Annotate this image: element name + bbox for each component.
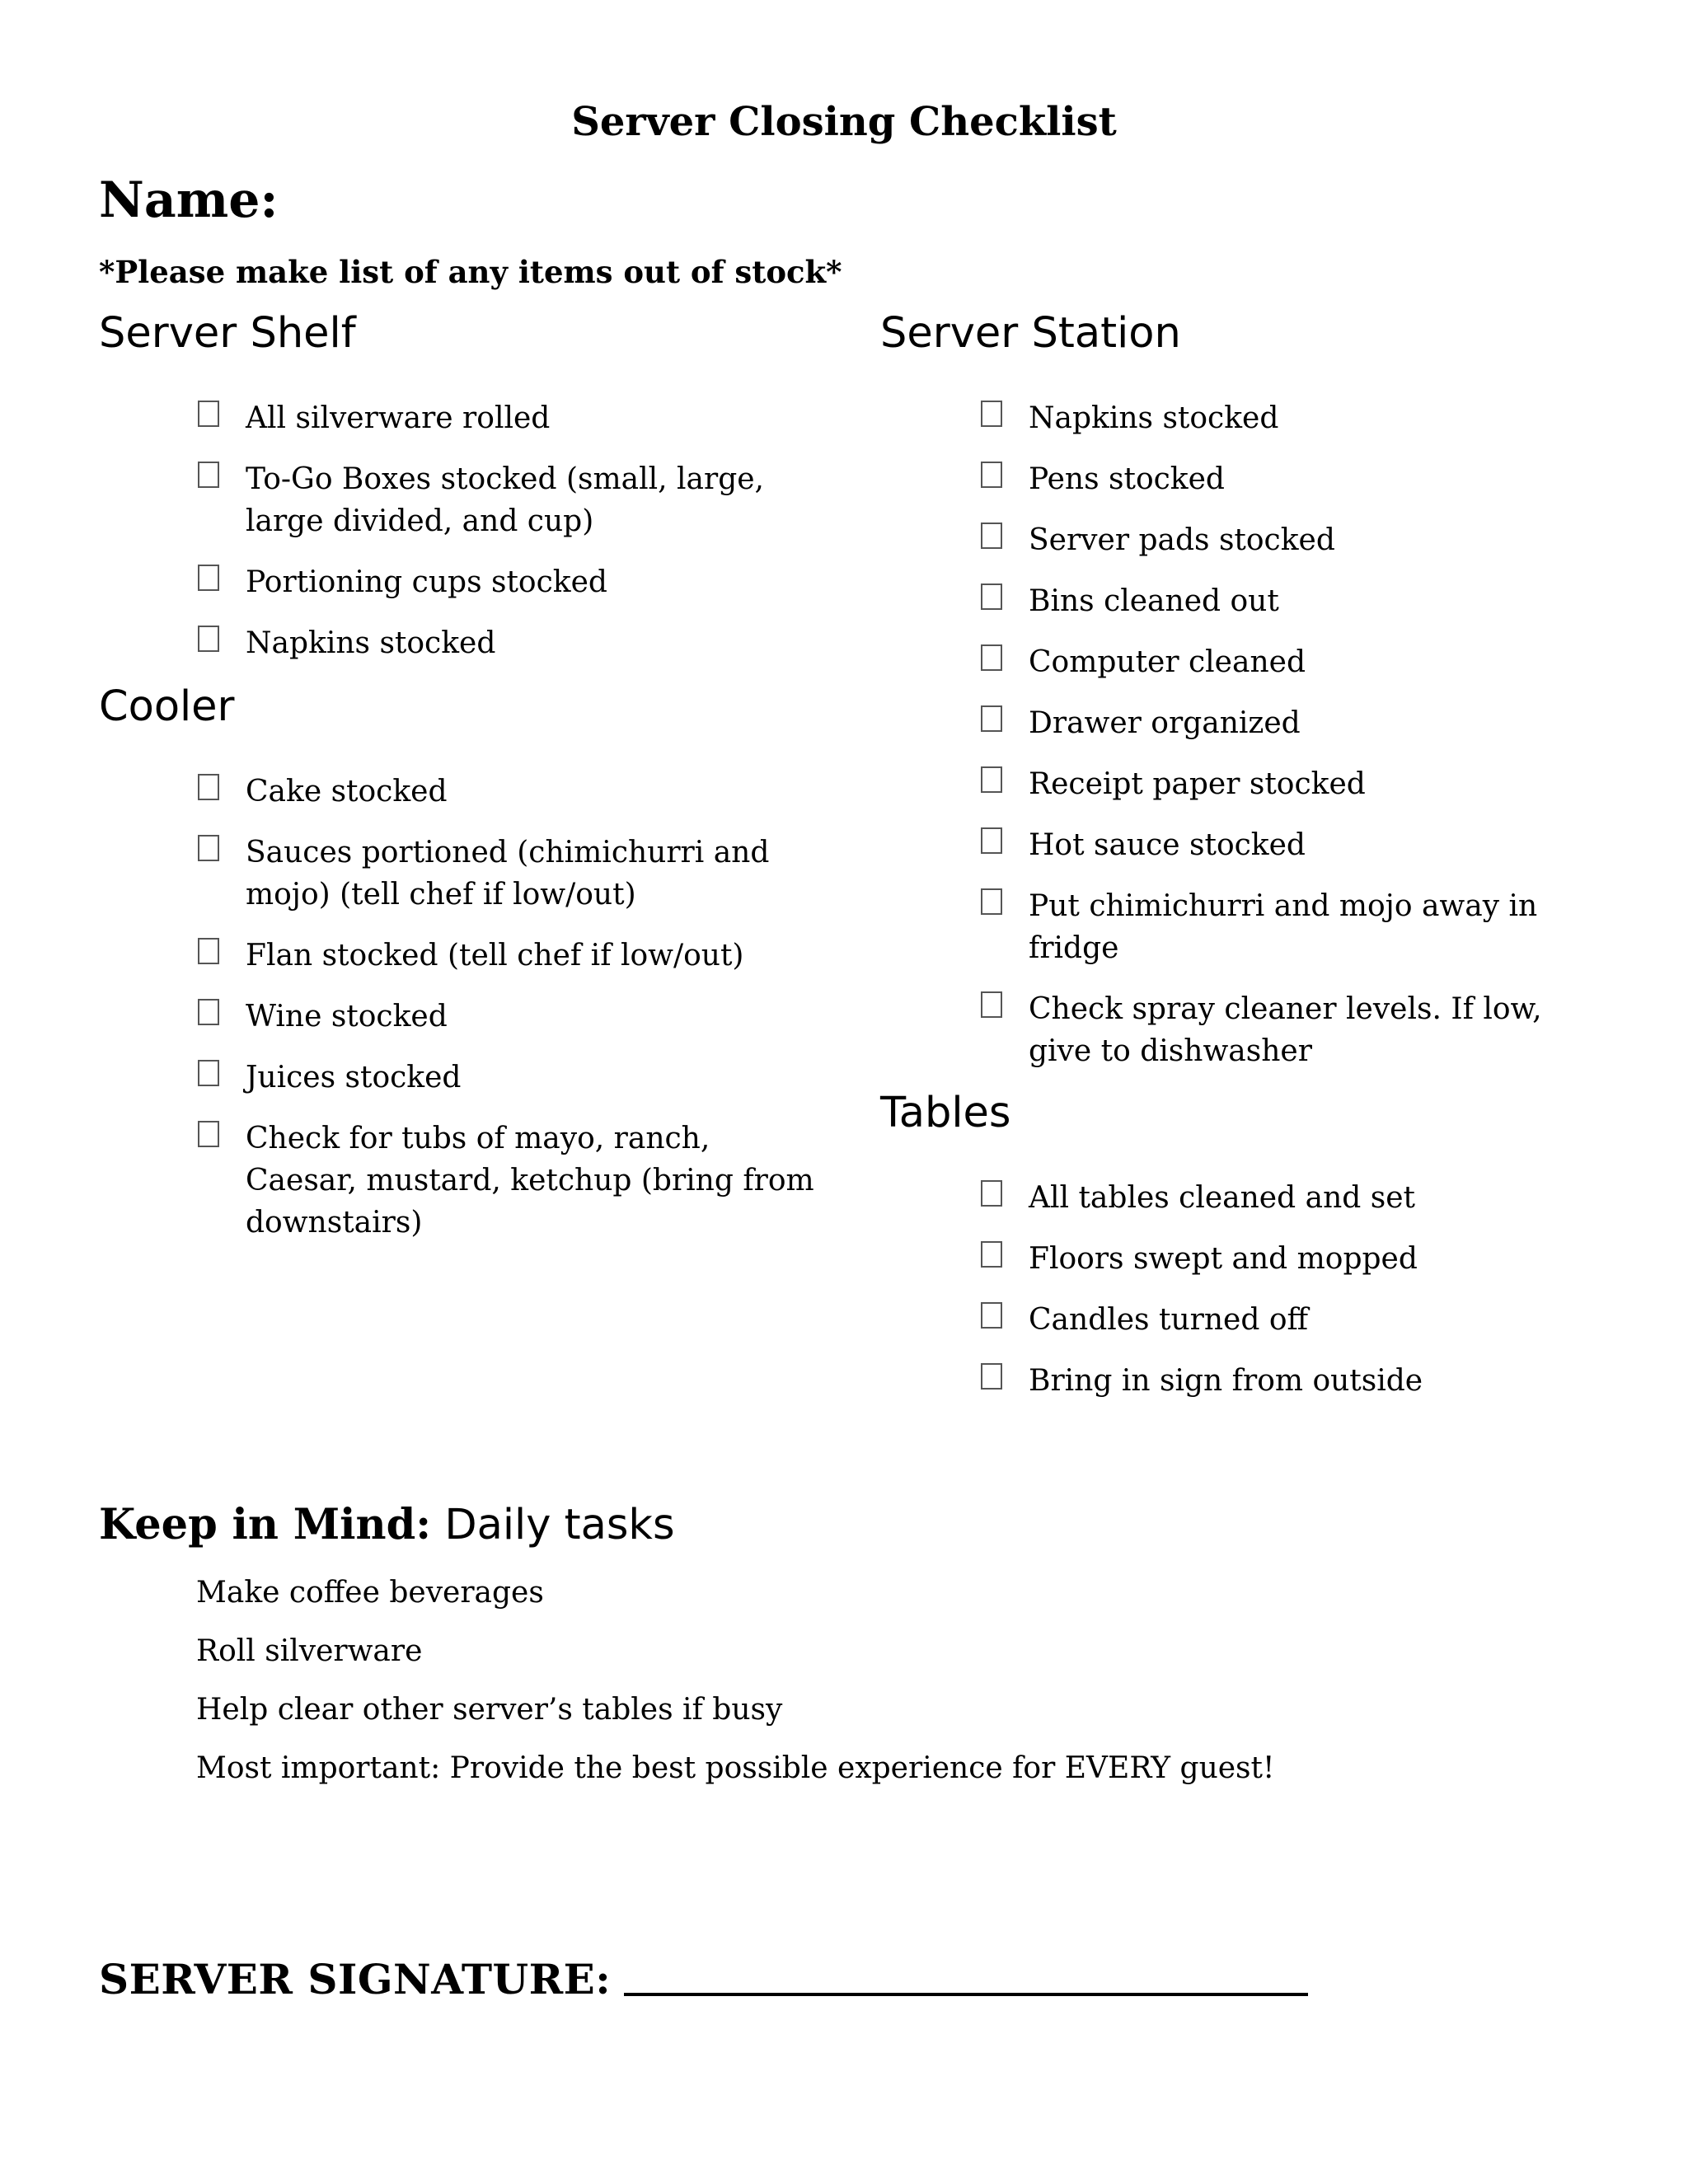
checklist-item-label: Check spray cleaner levels. If low, give to dishwasher bbox=[1029, 992, 1542, 1068]
checklist-item bbox=[981, 1360, 1607, 1402]
stock-note: *Please make list of any items out of stock* bbox=[99, 254, 842, 290]
checklist-item bbox=[981, 1238, 1607, 1280]
checklist-item-label: Napkins stocked bbox=[1029, 401, 1279, 435]
checklist-item bbox=[981, 885, 1607, 969]
checklist-item-label: Portioning cups stocked bbox=[246, 565, 607, 599]
checklist-item bbox=[981, 580, 1607, 622]
section-heading-tables: Tables bbox=[880, 1089, 1011, 1137]
section-heading-cooler: Cooler bbox=[99, 682, 235, 731]
daily-task: Make coffee beverages bbox=[196, 1576, 544, 1610]
keep-in-mind-subtitle: Daily tasks bbox=[431, 1501, 675, 1549]
checklist-item-label: All silverware rolled bbox=[246, 401, 551, 435]
checklist-item-label: Floors swept and mopped bbox=[1029, 1242, 1418, 1276]
checklist-item-label: Hot sauce stocked bbox=[1029, 828, 1306, 862]
checklist-item bbox=[981, 1299, 1607, 1341]
checklist-item-label: Receipt paper stocked bbox=[1029, 767, 1366, 801]
checklist-item-label: Bring in sign from outside bbox=[1029, 1364, 1423, 1398]
daily-task-list bbox=[196, 1572, 1274, 1807]
checklist-item bbox=[198, 458, 824, 542]
checklist-item bbox=[981, 1177, 1607, 1219]
checklist-item bbox=[198, 771, 824, 813]
checkbox[interactable] bbox=[981, 401, 1002, 427]
daily-task: Most important: Provide the best possible experience for EVERY guest! bbox=[196, 1751, 1275, 1785]
checklist-item-label: Drawer organized bbox=[1029, 706, 1301, 740]
checkbox[interactable] bbox=[981, 644, 1002, 671]
checkbox[interactable] bbox=[198, 401, 219, 427]
checklist-item-label: Flan stocked (tell chef if low/out) bbox=[246, 939, 744, 972]
checklist-item-label: Candles turned off bbox=[1029, 1303, 1309, 1337]
server-station-checklist bbox=[981, 397, 1607, 1091]
checkbox[interactable] bbox=[981, 705, 1002, 732]
checklist-item-label: Cake stocked bbox=[246, 775, 448, 808]
checklist-item bbox=[198, 832, 824, 916]
checkbox[interactable] bbox=[981, 583, 1002, 610]
keep-in-mind-label: Keep in Mind: bbox=[99, 1500, 432, 1549]
checklist-item-label: Bins cleaned out bbox=[1029, 584, 1279, 618]
checklist-item bbox=[981, 824, 1607, 866]
signature-label: SERVER SIGNATURE: bbox=[99, 1955, 612, 2004]
checkbox[interactable] bbox=[981, 827, 1002, 854]
checkbox[interactable] bbox=[198, 835, 219, 861]
checklist-item bbox=[198, 561, 824, 603]
checklist-item-label: Juices stocked bbox=[246, 1061, 462, 1094]
checkbox[interactable] bbox=[198, 999, 219, 1025]
section-heading-server-shelf: Server Shelf bbox=[99, 309, 356, 358]
checkbox[interactable] bbox=[981, 888, 1002, 915]
checklist-item bbox=[981, 763, 1607, 805]
checklist-item bbox=[198, 1057, 824, 1099]
checkbox[interactable] bbox=[198, 626, 219, 652]
checkbox[interactable] bbox=[198, 565, 219, 591]
checklist-item bbox=[198, 622, 824, 664]
daily-task: Roll silverware bbox=[196, 1634, 423, 1668]
checklist-item bbox=[981, 458, 1607, 500]
server-shelf-checklist bbox=[198, 397, 824, 683]
section-heading-server-station: Server Station bbox=[880, 309, 1181, 358]
checklist-item-label: Wine stocked bbox=[246, 1000, 448, 1033]
checklist-item-label: Napkins stocked bbox=[246, 626, 496, 660]
checklist-item bbox=[198, 1118, 824, 1244]
checkbox[interactable] bbox=[198, 938, 219, 964]
checkbox[interactable] bbox=[981, 991, 1002, 1018]
checkbox[interactable] bbox=[198, 774, 219, 800]
checklist-item-label: Sauces portioned (chimichurri and mojo) (tell chef if low/out) bbox=[246, 836, 770, 912]
checklist-item bbox=[981, 641, 1607, 683]
checklist-item-label: All tables cleaned and set bbox=[1029, 1181, 1415, 1215]
checkbox[interactable] bbox=[981, 1302, 1002, 1329]
cooler-checklist bbox=[198, 771, 824, 1263]
checklist-item-label: To-Go Boxes stocked (small, large, large divided, and cup) bbox=[246, 462, 764, 538]
signature-row bbox=[99, 1953, 1308, 2006]
keep-in-mind-heading bbox=[99, 1498, 675, 1552]
checkbox[interactable] bbox=[981, 1180, 1002, 1207]
checkbox[interactable] bbox=[198, 1060, 219, 1086]
checklist-item-label: Put chimichurri and mojo away in fridge bbox=[1029, 889, 1538, 965]
daily-task: Help clear other server’s tables if busy bbox=[196, 1693, 783, 1727]
checkbox[interactable] bbox=[981, 523, 1002, 549]
name-label: Name: bbox=[99, 171, 279, 229]
checkbox[interactable] bbox=[198, 1121, 219, 1147]
checklist-item bbox=[981, 702, 1607, 744]
checklist-item-label: Server pads stocked bbox=[1029, 523, 1335, 557]
checkbox[interactable] bbox=[198, 462, 219, 488]
checklist-item bbox=[981, 519, 1607, 561]
checklist-item-label: Check for tubs of mayo, ranch, Caesar, mustard, ketchup (bring from downstairs) bbox=[246, 1122, 814, 1240]
checkbox[interactable] bbox=[981, 766, 1002, 793]
signature-line[interactable] bbox=[624, 1993, 1308, 1996]
checklist-item bbox=[198, 397, 824, 439]
checklist-item bbox=[981, 397, 1607, 439]
page-title: Server Closing Checklist bbox=[571, 99, 1117, 145]
checklist-item-label: Pens stocked bbox=[1029, 462, 1225, 496]
checklist-item bbox=[198, 935, 824, 977]
checklist-item bbox=[981, 988, 1607, 1072]
checkbox[interactable] bbox=[981, 1363, 1002, 1390]
checkbox[interactable] bbox=[981, 1241, 1002, 1268]
checkbox[interactable] bbox=[981, 462, 1002, 488]
tables-checklist bbox=[981, 1177, 1607, 1421]
checklist-item-label: Computer cleaned bbox=[1029, 645, 1306, 679]
checklist-item bbox=[198, 996, 824, 1038]
